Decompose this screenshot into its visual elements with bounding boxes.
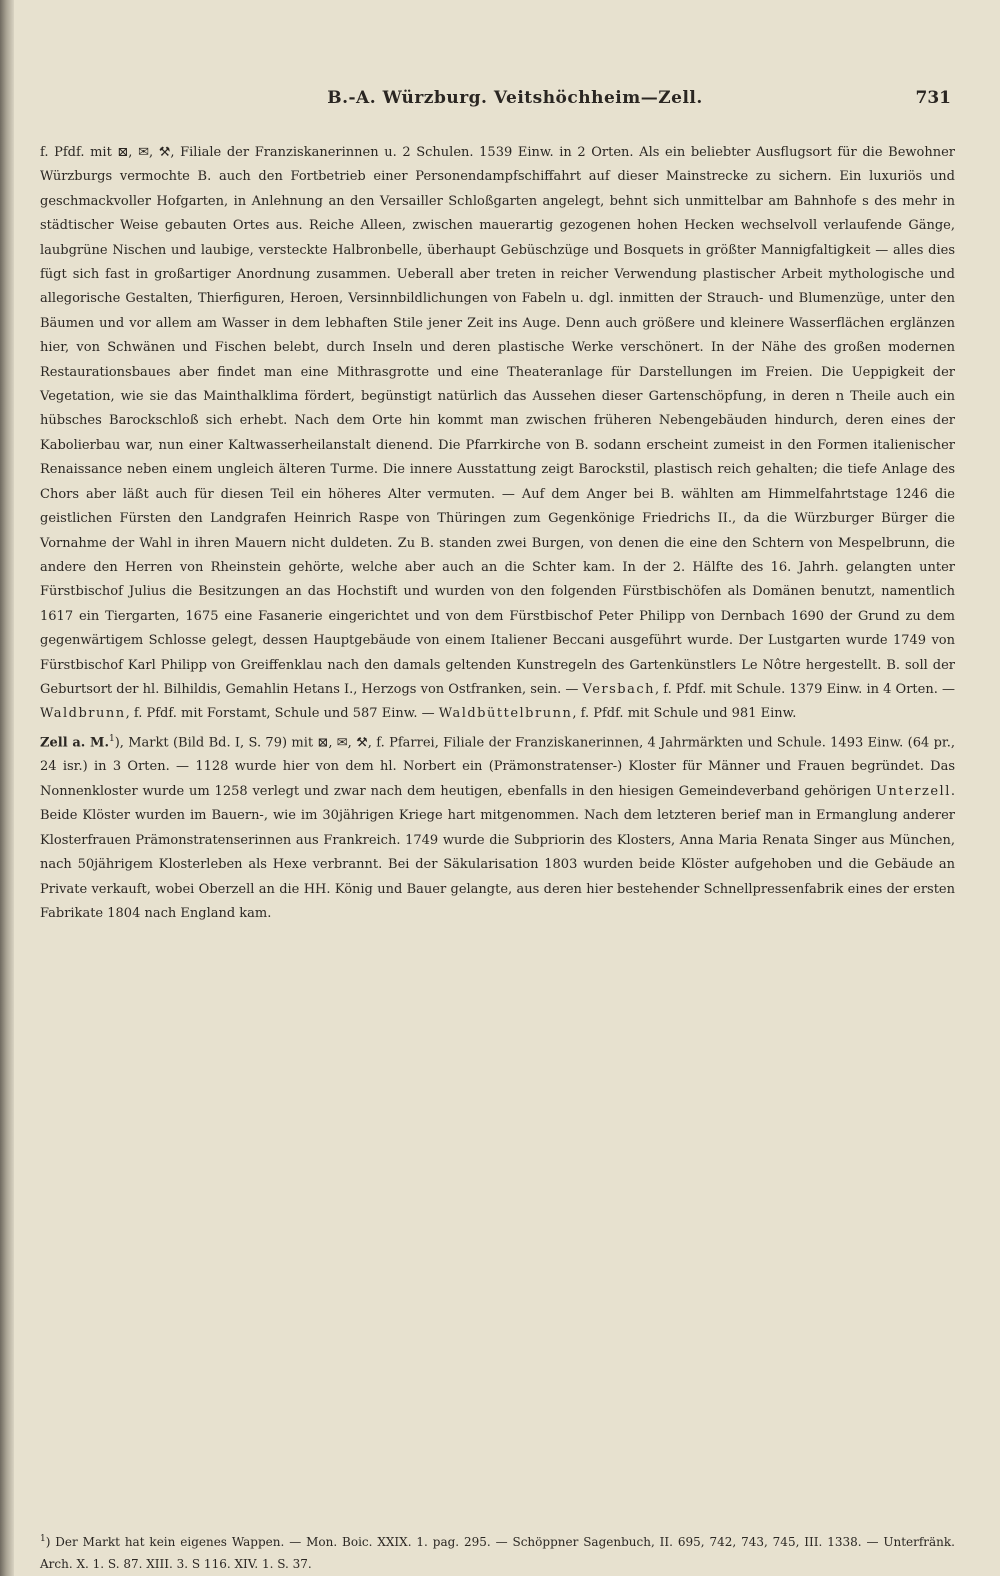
paragraph-text: ), Markt (Bild Bd. I, S. 79) mit ⊠, ✉, ⚒, f. Pfarrei, Filiale der Franziskanerinnen, 4 Jahrmärkten und Schule. 1493 Einw. (64 pr., 24 isr.) in 3 Orten. — 1128 wurde hier von dem hl. Norbert ein (Prämonstratenser-) Kloster für Männer und Frauen begründet. Das Nonnenkloster wurde um 1258 verlegt und zwar nach dem heutigen, ebenfalls in den hiesigen Gemeindeverband gehörigen (40, 735, 955, 799)
body-text (40, 141, 955, 926)
place-name-waldbrunn: Waldbrunn (40, 706, 126, 722)
place-name-waldbuettelbrunn: Waldbüttelbrunn (438, 706, 573, 722)
paragraph-veitshoechheim (40, 141, 955, 727)
running-head: B.-A. Würzburg. Veitshöchheim—Zell. (327, 88, 703, 108)
footnote (40, 1528, 955, 1575)
paragraph-text: , f. Pfdf. mit Schule. 1379 Einw. in 4 Orten. — (655, 681, 955, 697)
footnote-mark: 1 (40, 1534, 46, 1544)
paragraph-text: f. Pfdf. mit ⊠, ✉, ⚒, Filiale der Franziskanerinnen u. 2 Schulen. 1539 Einw. in 2 Orten. Als ein beliebter Ausflugsort für die Bewohner Würzburgs vermochte B. auch den Fortbetrieb einer Personendampfschiffahrt auf dieser Mainstrecke zu sichern. Ein luxuriös und geschmackvoller Hofgarten, in Anlehnung an den Versailler Schloßgarten angelegt, behnt sich unmittelbar am Bahnhofe s des mehr in städtischer Weise gebauten Ortes aus. Reiche Alleen, zwischen mauerartig gezogenen hohen Hecken wechselvoll verlaufende Gänge, laubgrüne Nischen und laubige, versteckte Halbronbelle, überhaupt Gebüschzüge und Bosquets in größter Mannigfaltigkeit — alles dies fügt sich fast in großartiger Anordnung zusammen. Ueberall aber treten in reicher Verwendung plastischer Arbeit mythologische und allegorische Gestalten, Thierfiguren, Heroen, Versinnbildlichungen von Fabeln u. dgl. inmitten der Strauch- und Blumenzüge, unter den Bäumen und vor allem am Wasser in dem lebhaften Stile jener Zeit ins Auge. Denn auch größere und kleinere Wasserflächen erglänzen hier, von Schwänen und Fischen belebt, durch Inseln und deren plastische Werke verschönert. In der Nähe des großen modernen Restaurationsbaues aber findet man eine Mithrasgrotte und eine Theateranlage für Darstellungen im Freien. Die Ueppigkeit der Vegetation, wie sie das Mainthalklima fördert, begünstigt natürlich das Aussehen dieser Gartenschöpfung, in deren n Theile auch ein hübsches Barockschloß sich erhebt. Nach dem Orte hin kommt man zwischen früheren Nebengebäuden hindurch, deren eines der Kabolierbau war, nun einer Kaltwasserheilanstalt dienend. Die Pfarrkirche von B. sodann erscheint zumeist in den Formen italienischer Renaissance neben einem ungleich älteren Turme. Die innere Ausstattung zeigt Barockstil, plastisch reich gehalten; die tiefe Anlage des Chors aber läßt auch für diesen Teil ein höheres Alter vermuten. — Auf dem Anger bei B. wählten am Himmelfahrtstage 1246 die geistlichen Fürsten den Landgrafen Heinrich Raspe von Thüringen zum Gegenkönige Friedrichs II., da die Würzburger Bürger die Vornahme der Wahl in ihren Mauern nicht duldeten. Zu B. standen zwei Burgen, von denen die eine den Schtern von Mespelbrunn, die andere den Herren von Rheinstein gehörte, welche aber auch an die Schter kam. In der 2. Hälfte des 16. Jahrh. gelangten unter Fürstbischof Julius die Besitzungen an das Hochstift und wurden von den folgenden Fürstbischöfen als Domänen benutzt, namentlich 1617 ein Tiergarten, 1675 eine Fasanerie eingerichtet und von dem Fürstbischof Peter Philipp von Dernbach 1690 der Grund zu dem gegenwärtigem Schlosse gelegt, dessen Hauptgebäude von einem Italiener Beccani ausgeführt wurde. Der Lustgarten wurde 1749 von Fürstbischof Karl Philipp von Greiffenklau nach den damals geltenden Kunstregeln des Gartenkünstlers Le Nôtre hergestellt. B. soll der Geburtsort der hl. Bilhildis, Gemahlin Hetans I., Herzogs von Ostfranken, sein. — (40, 145, 955, 697)
footnote-reference: 1 (108, 733, 115, 744)
book-page (40, 0, 965, 1576)
page-header (40, 88, 965, 118)
footnote-text: ) Der Markt hat kein eigenes Wappen. — Mon. Boic. XXIX. 1. pag. 295. — Schöppner Sagenbuch, II. 695, 742, 743, 745, III. 1338. — Unterfränk. Arch. X. 1. S. 87. XIII. 3. S 116. XIV. 1. S. 37. (40, 1535, 955, 1571)
paragraph-text: , f. Pfdf. mit Forstamt, Schule und 587 Einw. — (125, 706, 439, 722)
paragraph-zell (40, 727, 955, 927)
place-name-unterzell: Unterzell (876, 783, 951, 799)
paragraph-text: . Beide Klöster wurden im Bauern-, wie im 30jährigen Kriege hart mitgenommen. Nach dem letzteren berief man in Ermanglung anderer Klosterfrauen Prämonstratenserinnen aus Frankreich. 1749 wurde die Subpriorin des Klosters, Anna Maria Renata Singer aus München, nach 50jährigem Klosterleben als Hexe verbrannt. Bei der Säkularisation 1803 wurden beide Klöster aufgehoben und die Gebäude an Private verkauft, wobei Oberzell an die HH. König und Bauer gelangte, aus deren hier bestehender Schnellpressenfabrik eines der ersten Fabrikate 1804 nach England kam. (40, 783, 955, 921)
page-binding-edge (0, 0, 14, 1576)
paragraph-text: , f. Pfdf. mit Schule und 981 Einw. (572, 706, 797, 722)
page-number: 731 (915, 88, 951, 108)
place-name-versbach: Versbach (582, 681, 656, 697)
entry-heading-zell: Zell a. M. (40, 735, 109, 751)
